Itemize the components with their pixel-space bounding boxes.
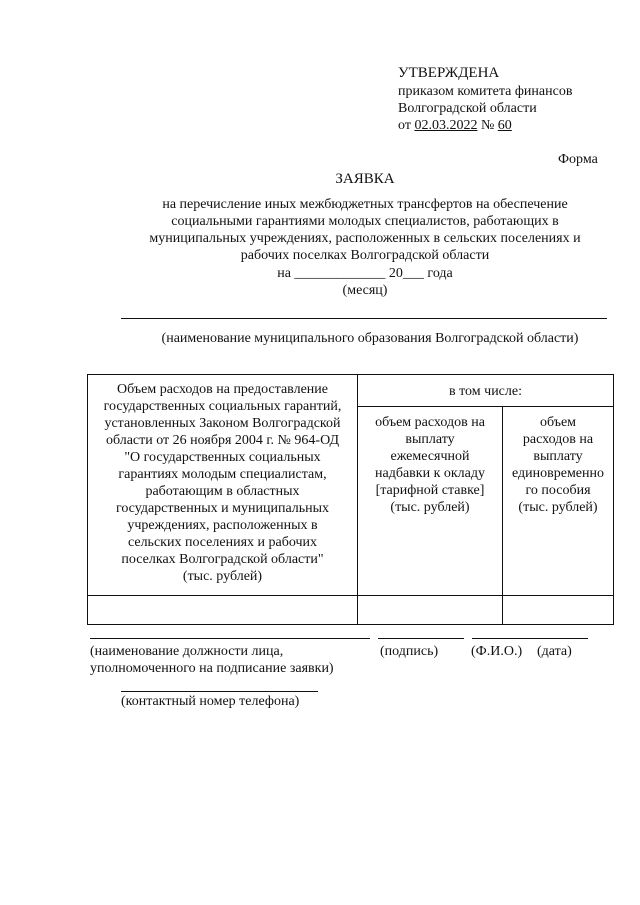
form-label: Форма <box>558 152 598 167</box>
approval-line-1: приказом комитета финансов <box>398 84 573 99</box>
date-caption: (дата) <box>537 644 572 659</box>
municipality-caption: (наименование муниципального образования Волгоградской области) <box>161 331 579 346</box>
heading-line-3: муниципальных учреждениях, расположенных в сельских поселениях и <box>149 231 581 246</box>
table-row <box>88 596 614 625</box>
phone-line <box>121 691 318 692</box>
name-caption: (Ф.И.О.) <box>471 644 523 659</box>
period-line: на _____________ 20___ года <box>277 266 453 281</box>
expenses-table <box>87 374 614 625</box>
table-header-row <box>88 375 614 407</box>
table-col2-header: объем расходов на выплату ежемесячной надбавки к окладу [тарифной ставке] (тыс. рублей) <box>358 407 503 596</box>
approval-number: 60 <box>497 118 512 133</box>
position-signature-line <box>90 638 370 639</box>
name-date-line <box>472 638 588 639</box>
position-caption-line-1: (наименование должности лица, <box>90 644 284 659</box>
month-caption: (месяц) <box>342 283 388 298</box>
approval-number-prefix: № <box>480 118 495 133</box>
heading-line-1: на перечисление иных межбюджетных трансфертов на обеспечение <box>162 197 568 212</box>
table-col3-header: объем расходов на выплату единовременно го пособия (тыс. рублей) <box>503 407 614 596</box>
approval-title: УТВЕРЖДЕНА <box>398 65 500 81</box>
approval-date-line <box>398 118 512 134</box>
table-col1-header: Объем расходов на предоставление государственных социальных гарантий, установленных Законом Волгоградской области от 26 ноября 2004 г. № 964-ОД "О государственных социальных гарантиях молодым специалистам, работающим в областных государственных и муниципальных учреждениях, расположенных в сельских поселениях и рабочих поселках Волгоградской области" (тыс. рублей) <box>88 375 358 596</box>
heading-line-2: социальными гарантиями молодых специалистов, работающих в <box>171 214 559 229</box>
approval-date-prefix: от <box>398 118 411 133</box>
signature-caption: (подпись) <box>380 644 439 659</box>
table-including-header: в том числе: <box>358 375 614 407</box>
phone-caption: (контактный номер телефона) <box>121 694 300 709</box>
document-title: ЗАЯВКА <box>335 171 395 187</box>
signature-line <box>378 638 464 639</box>
heading-line-4: рабочих поселках Волгоградской области <box>240 248 490 263</box>
approval-line-2: Волгоградской области <box>398 101 537 116</box>
municipality-line <box>121 318 607 319</box>
table-cell-total[interactable] <box>88 596 358 625</box>
table-cell-benefit[interactable] <box>503 596 614 625</box>
approval-date: 02.03.2022 <box>414 118 478 133</box>
position-caption-line-2: уполномоченного на подписание заявки) <box>90 661 334 676</box>
table-cell-allowance[interactable] <box>358 596 503 625</box>
